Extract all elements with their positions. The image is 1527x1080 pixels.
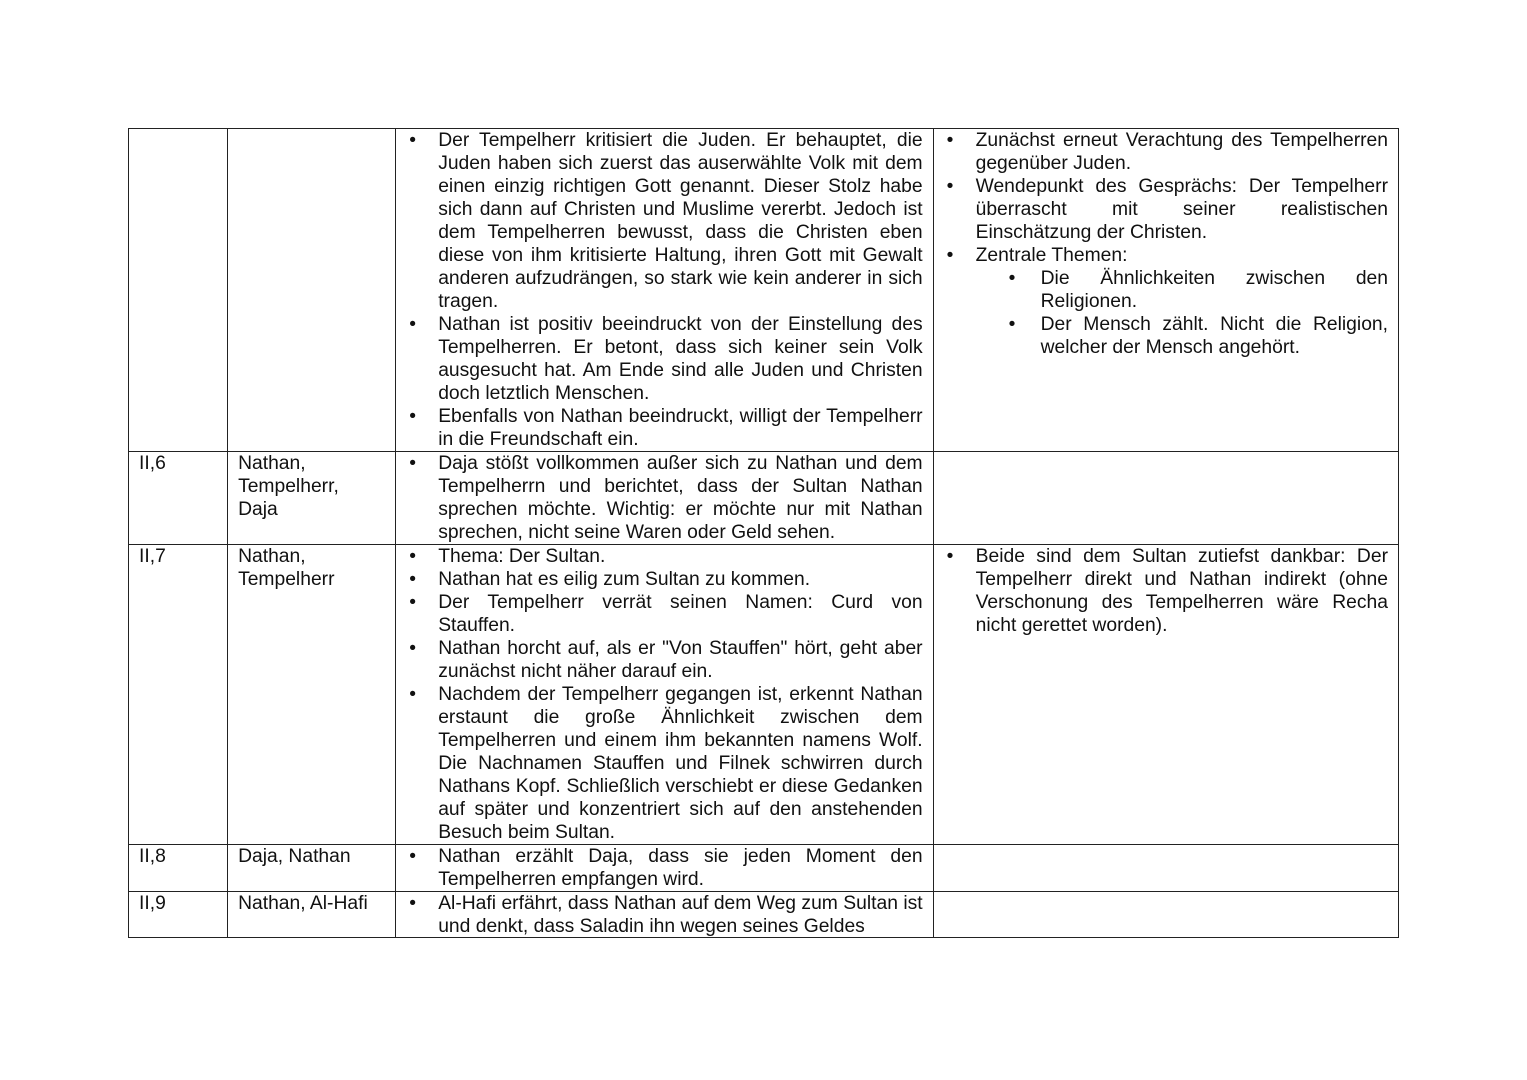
list-item: • Beide sind dem Sultan zutiefst dankbar: Der Tempelherr direkt und Nathan indirekt (ohne Verschonung des Tempelherren wäre Recha nicht gerettet worden).: [944, 545, 1388, 637]
table-row: [129, 452, 1399, 545]
persons-cell: Nathan, Tempelherr: [228, 545, 396, 845]
scene-cell: [129, 129, 228, 452]
list-item: • Al-Hafi erfährt, dass Nathan auf dem Weg zum Sultan ist und denkt, dass Saladin ihn wegen seines Geldes: [406, 892, 922, 937]
table-row: [129, 545, 1399, 845]
persons-cell: Nathan, Al-Hafi: [228, 892, 396, 938]
scene-cell: II,6: [129, 452, 228, 545]
list-item: • Nachdem der Tempelherr gegangen ist, erkennt Nathan erstaunt die große Ähnlichkeit zwischen dem Tempelherren und einem ihm bekannten namens Wolf. Die Nachnamen Stauffen und Filnek schwirren durch Nathans Kopf. Schließlich verschiebt er diese Gedanken auf später und konzentriert sich auf den anstehenden Besuch beim Sultan.: [406, 683, 922, 844]
persons-cell: [228, 129, 396, 452]
list-item: [944, 244, 1388, 359]
list-item: • Nathan hat es eilig zum Sultan zu kommen.: [406, 568, 922, 591]
table-row: [129, 845, 1399, 892]
list-item: • Thema: Der Sultan.: [406, 545, 922, 568]
list-item: • Wendepunkt des Gesprächs: Der Tempelherr überrascht mit seiner realistischen Einschätzung der Christen.: [944, 175, 1388, 244]
list-item: • Der Tempelherr kritisiert die Juden. Er behauptet, die Juden haben sich zuerst das auserwählte Volk mit dem einen einzig richtigen Gott genannt. Dieser Stolz habe sich dann auf Christen und Muslime vererbt. Jedoch ist dem Tempelherren bewusst, dass die Christen eben diese von ihm kritisierte Haltung, ihren Gott mit Gewalt anderen aufzudrängen, so stark wie kein anderer in sich tragen.: [406, 129, 922, 313]
sub-list-item: • Der Mensch zählt. Nicht die Religion, welcher der Mensch angehört.: [1041, 313, 1388, 359]
list-item: • Der Tempelherr verrät seinen Namen: Curd von Stauffen.: [406, 591, 922, 637]
content-cell: [396, 129, 933, 452]
scene-cell: II,8: [129, 845, 228, 892]
list-item: • Nathan ist positiv beeindruckt von der Einstellung des Tempelherren. Er betont, dass sich keiner sein Volk ausgesucht hat. Am Ende sind alle Juden und Christen doch letztlich Menschen.: [406, 313, 922, 405]
scene-cell: II,9: [129, 892, 228, 938]
list-item: • Daja stößt vollkommen außer sich zu Nathan und dem Tempelherrn und berichtet, dass der Sultan Nathan sprechen möchte. Wichtig: er möchte nur mit Nathan sprechen, nicht seine Waren oder Geld sehen.: [406, 452, 922, 544]
sub-list: [976, 267, 1388, 359]
list-item: • Nathan erzählt Daja, dass sie jeden Moment den Tempelherren empfangen wird.: [406, 845, 922, 891]
table-row: [129, 892, 1399, 938]
list-item: • Zunächst erneut Verachtung des Tempelherren gegenüber Juden.: [944, 129, 1388, 175]
content-cell: [396, 845, 933, 892]
notes-cell: [933, 129, 1398, 452]
persons-cell: Nathan, Tempelherr, Daja: [228, 452, 396, 545]
notes-cell: [933, 845, 1398, 892]
content-cell: [396, 892, 933, 938]
persons-cell: Daja, Nathan: [228, 845, 396, 892]
notes-cell: [933, 892, 1398, 938]
content-cell: [396, 545, 933, 845]
notes-cell: [933, 545, 1398, 845]
sub-list-item: • Die Ähnlichkeiten zwischen den Religionen.: [1041, 267, 1388, 313]
truncated-content: [406, 892, 922, 937]
scene-overview-table: [128, 128, 1399, 938]
content-cell: [396, 452, 933, 545]
list-item: • Ebenfalls von Nathan beeindruckt, willigt der Tempelherr in die Freundschaft ein.: [406, 405, 922, 451]
list-item: • Nathan horcht auf, als er "Von Stauffen" hört, geht aber zunächst nicht näher darauf ein.: [406, 637, 922, 683]
scene-cell: II,7: [129, 545, 228, 845]
notes-cell: [933, 452, 1398, 545]
table-row: [129, 129, 1399, 452]
list-item-label: Zentrale Themen:: [975, 245, 1128, 266]
